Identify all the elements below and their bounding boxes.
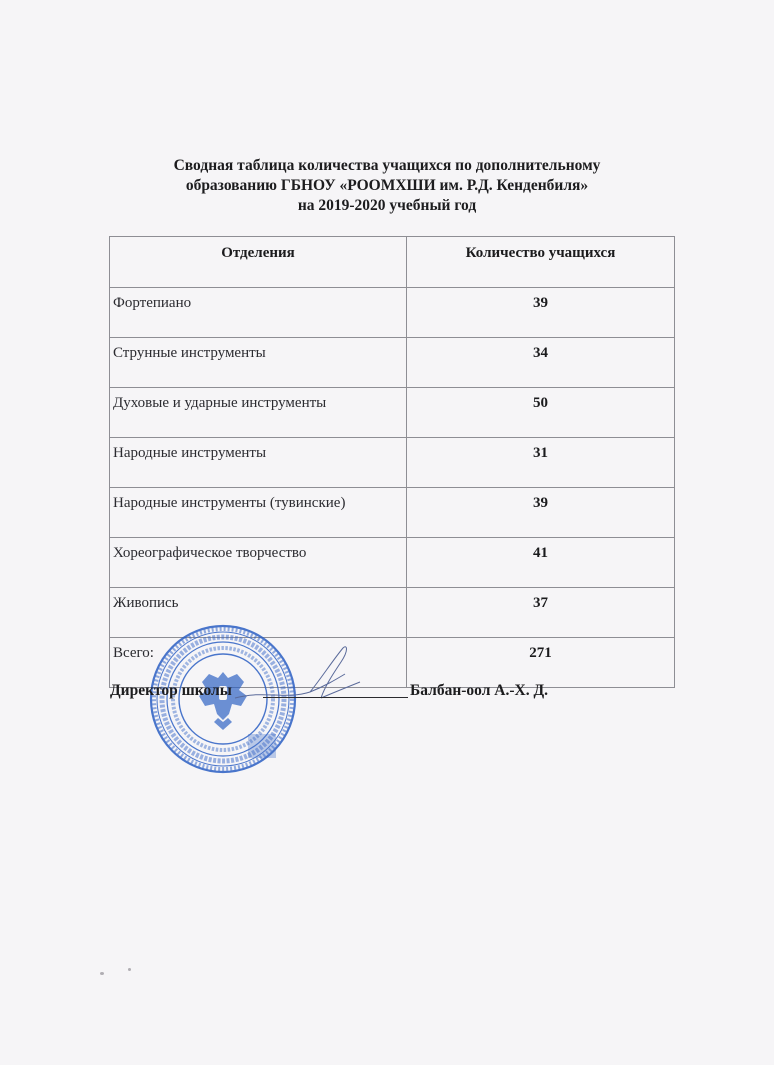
- scan-speck: [128, 968, 131, 971]
- department-cell: Струнные инструменты: [110, 338, 407, 388]
- count-cell: 39: [407, 488, 675, 538]
- scan-speck: [100, 972, 104, 975]
- department-cell: Фортепиано: [110, 288, 407, 338]
- title-line-2: образованию ГБНОУ «РООМХШИ им. Р.Д. Кенденбиля»: [185, 177, 589, 194]
- department-cell: Духовые и ударные инструменты: [110, 388, 407, 438]
- table-row: [110, 438, 675, 488]
- signature-scribble: [225, 640, 365, 720]
- department-cell: Народные инструменты: [110, 438, 407, 488]
- count-cell: 31: [407, 438, 675, 488]
- count-cell: 41: [407, 538, 675, 588]
- department-cell: Хореографическое творчество: [110, 538, 407, 588]
- count-cell: 39: [407, 288, 675, 338]
- header-departments: Отделения: [110, 237, 407, 288]
- title-line-1: Сводная таблица количества учащихся по дополнительному: [173, 157, 601, 174]
- table-row: [110, 388, 675, 438]
- table-row: [110, 538, 675, 588]
- table-row: [110, 338, 675, 388]
- department-cell: Народные инструменты (тувинские): [110, 488, 407, 538]
- signature-position: Директор школы: [110, 682, 232, 699]
- count-cell: 34: [407, 338, 675, 388]
- total-count-cell: 271: [407, 638, 675, 688]
- department-cell: Живопись: [110, 588, 407, 638]
- document-title: [0, 156, 774, 216]
- table-row: [110, 488, 675, 538]
- signature-line: [263, 697, 408, 698]
- count-cell: 37: [407, 588, 675, 638]
- title-line-3: на 2019-2020 учебный год: [297, 197, 477, 214]
- total-label-cell: Всего:: [110, 638, 407, 688]
- table-header-row: [110, 237, 675, 288]
- students-summary-table: [109, 236, 675, 688]
- header-student-count: Количество учащихся: [407, 237, 675, 288]
- count-cell: 50: [407, 388, 675, 438]
- table-row: [110, 288, 675, 338]
- signatory-name: Балбан-оол А.-Х. Д.: [410, 682, 549, 699]
